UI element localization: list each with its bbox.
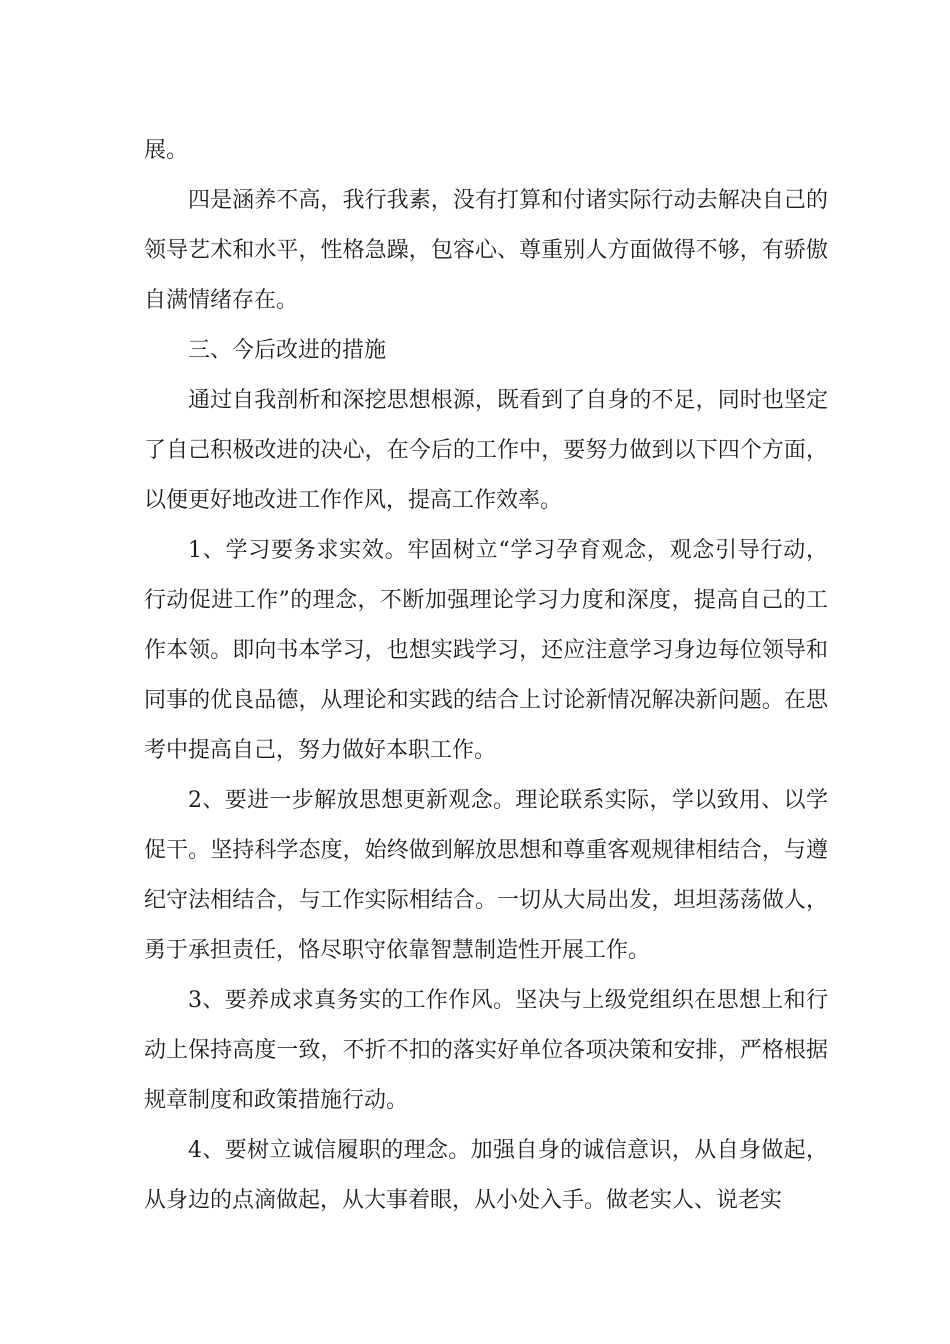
paragraph-intro: 通过自我剖析和深挖思想根源，既看到了自身的不足，同时也坚定了自己积极改进的决心，在今后的工作中，要努力做到以下四个方面，以便更好地改进工作作风，提高工作效率。	[144, 388, 828, 513]
paragraph-point-four: 四是涵养不高，我行我素，没有打算和付诸实际行动去解决自己的领导艺术和水平，性格急躁，包容心、尊重别人方面做得不够，有骄傲自满情绪存在。	[144, 188, 828, 313]
section-heading: 三、今后改进的措施	[188, 338, 387, 363]
paragraph-measure-3: 3、要养成求真务实的工作作风。坚决与上级党组织在思想上和行动上保持高度一致，不折不扣的落实好单位各项决策和安排，严格根据规章制度和政策措施行动。	[144, 988, 828, 1113]
document-body	[144, 126, 828, 1226]
paragraph-measure-4: 4、要树立诚信履职的理念。加强自身的诚信意识，从自身做起，从身边的点滴做起，从大事着眼，从小处入手。做老实人、说老实	[144, 1138, 828, 1213]
paragraph-continuation: 展。	[144, 138, 189, 163]
paragraph-measure-1: 1、学习要务求实效。牢固树立“学习孕育观念，观念引导行动，行动促进工作”的理念，不断加强理论学习力度和深度，提高自己的工作本领。即向书本学习，也想实践学习，还应注意学习身边每位领导和同事的优良品德，从理论和实践的结合上讨论新情况解决新问题。在思考中提高自己，努力做好本职工作。	[144, 538, 828, 763]
paragraph-measure-2: 2、要进一步解放思想更新观念。理论联系实际，学以致用、以学促干。坚持科学态度，始终做到解放思想和尊重客观规律相结合，与遵纪守法相结合，与工作实际相结合。一切从大局出发，坦坦荡荡做人，勇于承担责任，恪尽职守依靠智慧制造性开展工作。	[144, 788, 828, 963]
